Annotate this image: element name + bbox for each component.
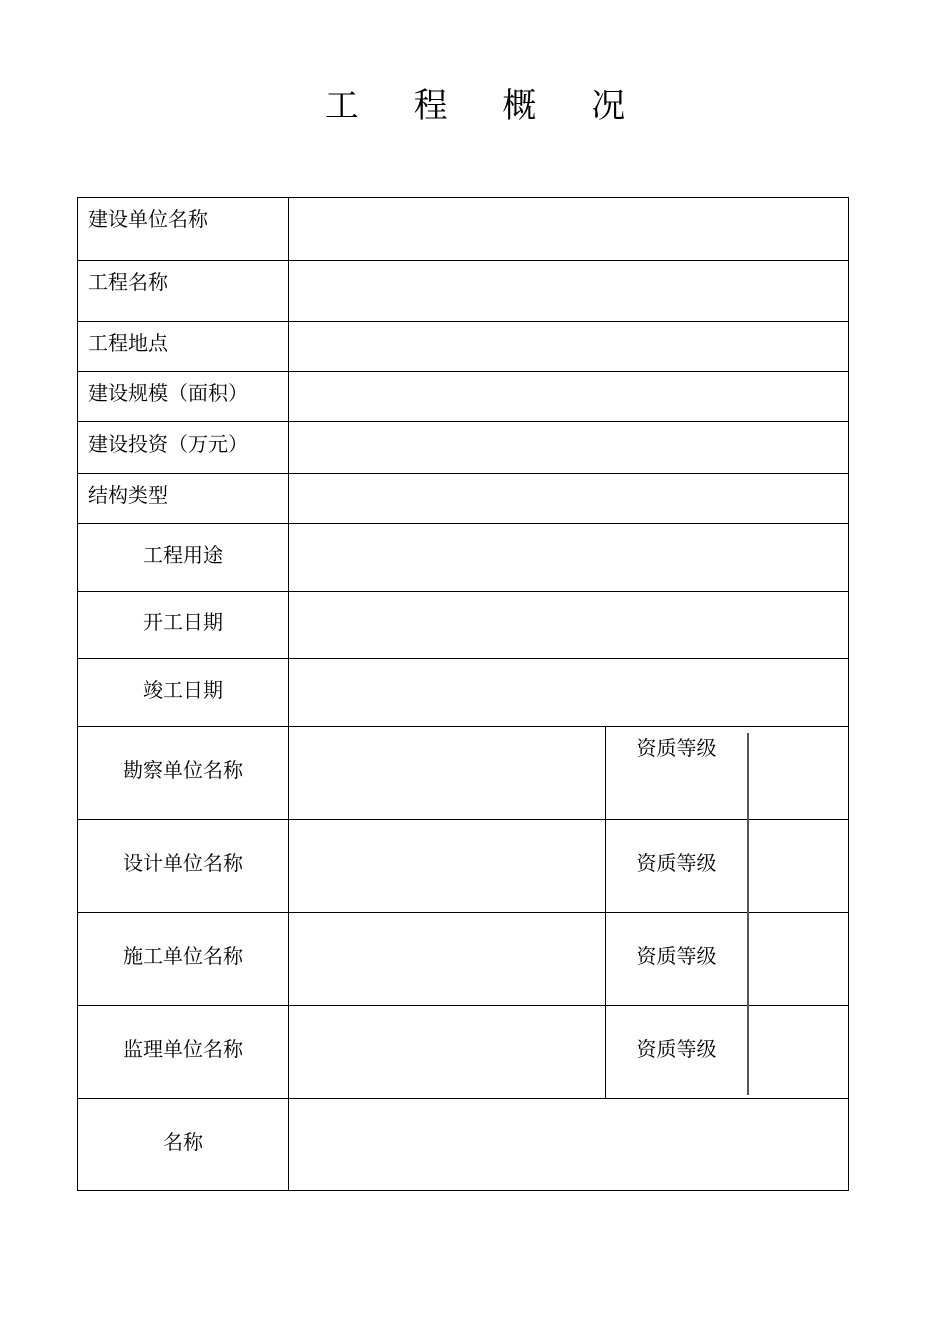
value-start-date[interactable] xyxy=(289,592,848,658)
label-construction-company: 施工单位名称 xyxy=(123,944,243,968)
label-construction-unit: 建设单位名称 xyxy=(88,207,208,231)
label-name: 名称 xyxy=(163,1130,203,1154)
label-design-grade: 资质等级 xyxy=(636,851,717,875)
value-structure-type[interactable] xyxy=(289,474,848,523)
value-construction-company[interactable] xyxy=(289,913,605,1005)
label-construction-grade: 资质等级 xyxy=(636,944,717,968)
label-supervision-grade: 资质等级 xyxy=(636,1037,717,1061)
label-project-name: 工程名称 xyxy=(88,270,168,294)
value-construction-investment[interactable] xyxy=(289,422,848,473)
page-title: 工 程 概 况 xyxy=(324,86,648,126)
value-completion-date[interactable] xyxy=(289,659,848,726)
label-start-date: 开工日期 xyxy=(143,610,223,634)
value-survey-grade[interactable] xyxy=(749,727,848,819)
project-overview-table xyxy=(77,197,849,1191)
value-project-location[interactable] xyxy=(289,322,848,371)
label-project-use: 工程用途 xyxy=(143,543,223,567)
label-project-location: 工程地点 xyxy=(88,331,168,355)
value-construction-scale[interactable] xyxy=(289,372,848,421)
label-construction-scale: 建设规模（面积） xyxy=(88,381,248,405)
label-completion-date: 竣工日期 xyxy=(143,678,223,702)
value-survey-unit[interactable] xyxy=(289,727,605,819)
value-construction-grade[interactable] xyxy=(749,913,848,1005)
label-survey-grade: 资质等级 xyxy=(636,736,717,760)
value-supervision-grade[interactable] xyxy=(749,1006,848,1098)
value-name[interactable] xyxy=(289,1099,848,1190)
value-design-unit[interactable] xyxy=(289,820,605,912)
label-supervision-unit: 监理单位名称 xyxy=(123,1037,243,1061)
value-project-use[interactable] xyxy=(289,524,848,591)
value-supervision-unit[interactable] xyxy=(289,1006,605,1098)
label-survey-unit: 勘察单位名称 xyxy=(123,758,243,782)
label-construction-investment: 建设投资（万元） xyxy=(88,432,248,456)
value-design-grade[interactable] xyxy=(749,820,848,912)
label-structure-type: 结构类型 xyxy=(88,483,168,507)
label-design-unit: 设计单位名称 xyxy=(123,851,243,875)
value-construction-unit[interactable] xyxy=(289,198,848,260)
value-project-name[interactable] xyxy=(289,261,848,321)
